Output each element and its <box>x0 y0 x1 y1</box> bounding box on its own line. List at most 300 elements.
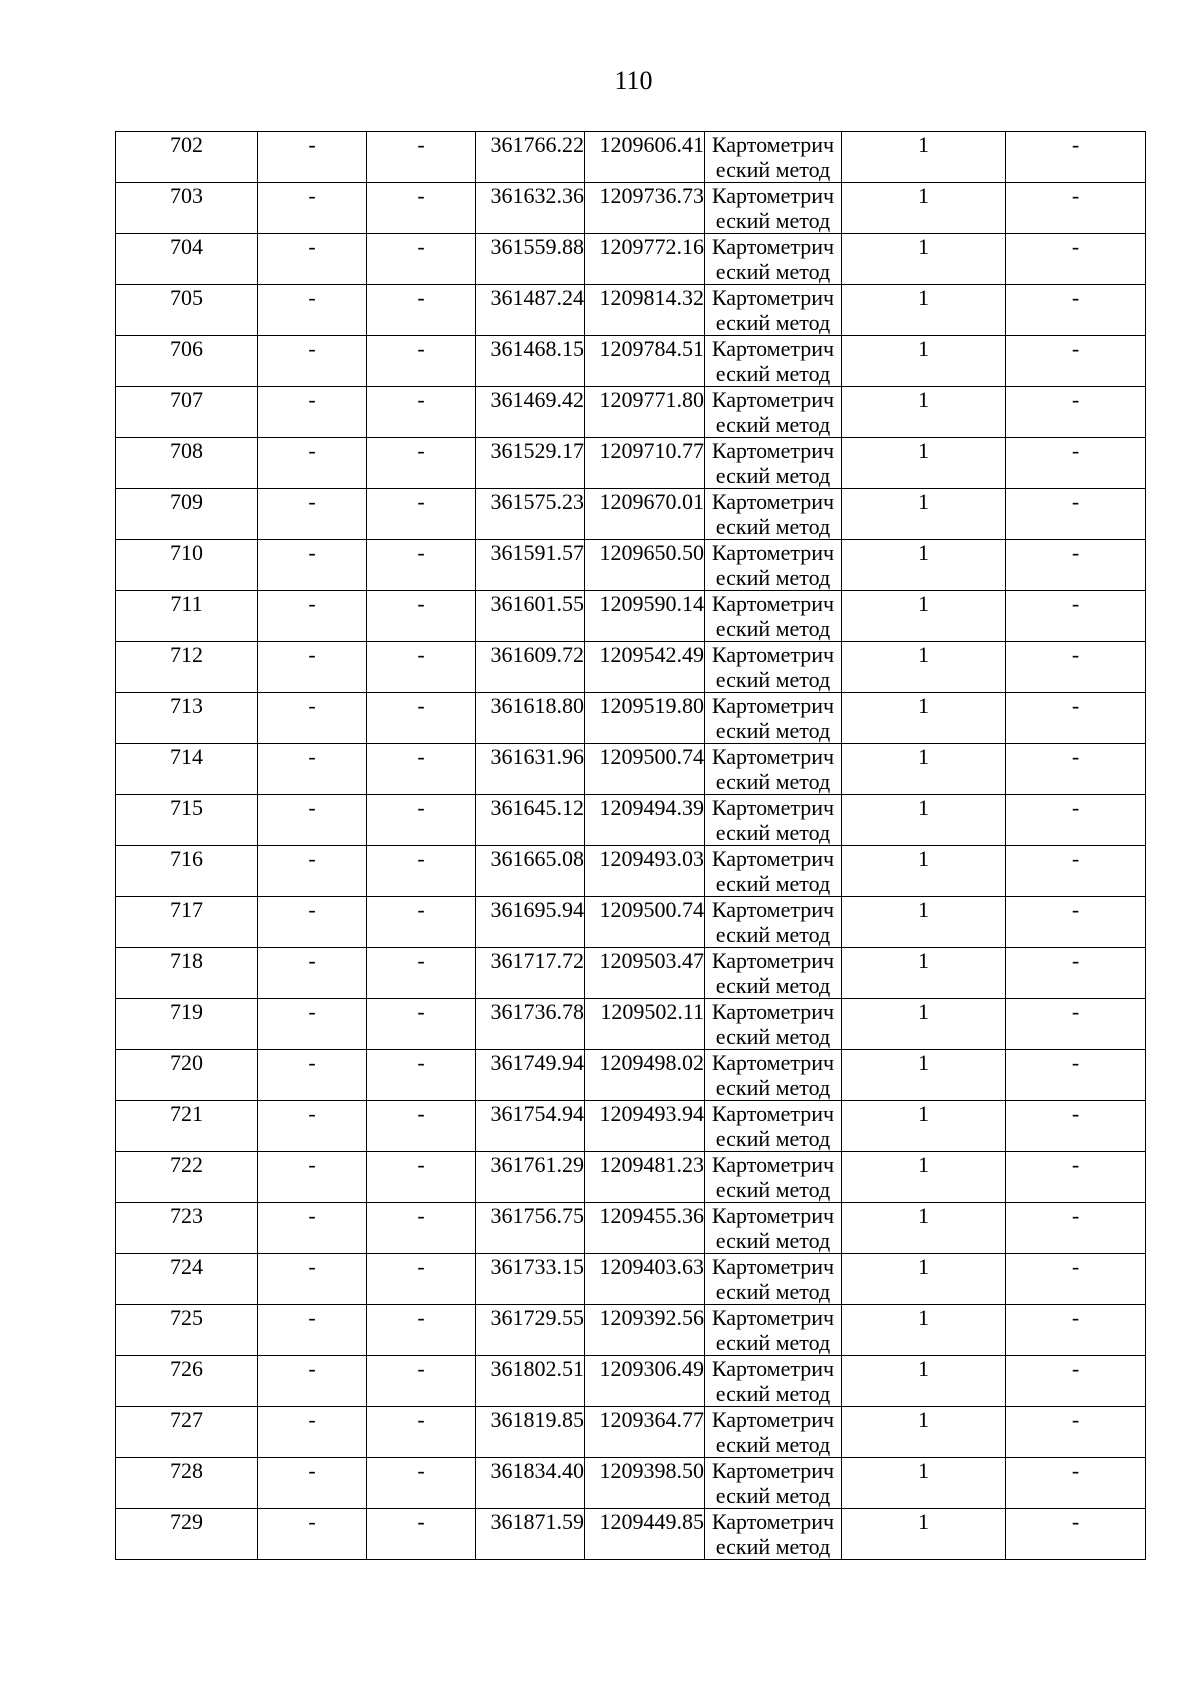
empty-value-cell: - <box>258 540 367 591</box>
method-text-line2: еский метод <box>715 820 831 845</box>
empty-value-cell: - <box>1006 897 1146 948</box>
empty-value-cell: - <box>258 1458 367 1509</box>
empty-value-cell: - <box>1006 489 1146 540</box>
table-row <box>116 1050 1146 1101</box>
method-cell <box>705 1101 842 1152</box>
table-body <box>116 132 1146 1560</box>
empty-value-cell: - <box>367 540 476 591</box>
empty-value-cell: - <box>258 234 367 285</box>
accuracy-cell: 1 <box>842 591 1006 642</box>
method-text-line2: еский метод <box>715 667 831 692</box>
empty-value-cell: - <box>1006 642 1146 693</box>
x-coordinate-cell: 361802.51 <box>476 1356 585 1407</box>
y-coordinate-cell: 1209814.32 <box>585 285 705 336</box>
accuracy-cell: 1 <box>842 744 1006 795</box>
table-row <box>116 1305 1146 1356</box>
empty-value-cell: - <box>367 1509 476 1560</box>
empty-value-cell: - <box>1006 285 1146 336</box>
y-coordinate-cell: 1209364.77 <box>585 1407 705 1458</box>
y-coordinate-cell: 1209590.14 <box>585 591 705 642</box>
empty-value-cell: - <box>258 132 367 183</box>
empty-value-cell: - <box>367 183 476 234</box>
empty-value-cell: - <box>258 642 367 693</box>
method-cell <box>705 1203 842 1254</box>
method-text-line1: Картометрич <box>711 1305 835 1330</box>
empty-value-cell: - <box>258 1509 367 1560</box>
method-text-line1: Картометрич <box>711 234 835 259</box>
method-text-line2: еский метод <box>715 1381 831 1406</box>
y-coordinate-cell: 1209784.51 <box>585 336 705 387</box>
method-cell <box>705 285 842 336</box>
table-row <box>116 693 1146 744</box>
method-text-line1: Картометрич <box>711 285 835 310</box>
method-text-line2: еский метод <box>715 769 831 794</box>
x-coordinate-cell: 361871.59 <box>476 1509 585 1560</box>
accuracy-cell: 1 <box>842 642 1006 693</box>
method-cell <box>705 897 842 948</box>
method-text-line1: Картометрич <box>711 642 835 667</box>
x-coordinate-cell: 361695.94 <box>476 897 585 948</box>
method-cell <box>705 387 842 438</box>
empty-value-cell: - <box>1006 183 1146 234</box>
accuracy-cell: 1 <box>842 948 1006 999</box>
x-coordinate-cell: 361487.24 <box>476 285 585 336</box>
method-text-line2: еский метод <box>715 871 831 896</box>
x-coordinate-cell: 361756.75 <box>476 1203 585 1254</box>
accuracy-cell: 1 <box>842 183 1006 234</box>
x-coordinate-cell: 361736.78 <box>476 999 585 1050</box>
y-coordinate-cell: 1209503.47 <box>585 948 705 999</box>
point-number-cell: 703 <box>116 183 258 234</box>
table-row <box>116 1152 1146 1203</box>
empty-value-cell: - <box>258 744 367 795</box>
empty-value-cell: - <box>367 693 476 744</box>
table-row <box>116 1203 1146 1254</box>
method-cell <box>705 999 842 1050</box>
point-number-cell: 715 <box>116 795 258 846</box>
method-text-line2: еский метод <box>715 514 831 539</box>
method-text-line1: Картометрич <box>711 1152 835 1177</box>
method-cell <box>705 591 842 642</box>
empty-value-cell: - <box>258 591 367 642</box>
method-cell <box>705 846 842 897</box>
table-row <box>116 489 1146 540</box>
point-number-cell: 713 <box>116 693 258 744</box>
empty-value-cell: - <box>1006 132 1146 183</box>
point-number-cell: 712 <box>116 642 258 693</box>
empty-value-cell: - <box>1006 693 1146 744</box>
empty-value-cell: - <box>367 897 476 948</box>
y-coordinate-cell: 1209542.49 <box>585 642 705 693</box>
method-text-line1: Картометрич <box>711 1356 835 1381</box>
empty-value-cell: - <box>258 285 367 336</box>
method-text-line2: еский метод <box>715 157 831 182</box>
accuracy-cell: 1 <box>842 234 1006 285</box>
empty-value-cell: - <box>1006 387 1146 438</box>
empty-value-cell: - <box>1006 1356 1146 1407</box>
x-coordinate-cell: 361819.85 <box>476 1407 585 1458</box>
empty-value-cell: - <box>258 846 367 897</box>
empty-value-cell: - <box>367 1254 476 1305</box>
point-number-cell: 709 <box>116 489 258 540</box>
method-text-line2: еский метод <box>715 1483 831 1508</box>
x-coordinate-cell: 361717.72 <box>476 948 585 999</box>
empty-value-cell: - <box>1006 234 1146 285</box>
point-number-cell: 726 <box>116 1356 258 1407</box>
empty-value-cell: - <box>258 693 367 744</box>
empty-value-cell: - <box>258 795 367 846</box>
table-row <box>116 540 1146 591</box>
method-text-line1: Картометрич <box>711 489 835 514</box>
method-cell <box>705 540 842 591</box>
x-coordinate-cell: 361618.80 <box>476 693 585 744</box>
empty-value-cell: - <box>367 591 476 642</box>
table-row <box>116 1458 1146 1509</box>
point-number-cell: 719 <box>116 999 258 1050</box>
empty-value-cell: - <box>258 1356 367 1407</box>
method-text-line2: еский метод <box>715 1024 831 1049</box>
y-coordinate-cell: 1209398.50 <box>585 1458 705 1509</box>
empty-value-cell: - <box>1006 336 1146 387</box>
accuracy-cell: 1 <box>842 1254 1006 1305</box>
method-cell <box>705 234 842 285</box>
empty-value-cell: - <box>367 1407 476 1458</box>
table-row <box>116 336 1146 387</box>
empty-value-cell: - <box>1006 744 1146 795</box>
method-text-line2: еский метод <box>715 1279 831 1304</box>
point-number-cell: 714 <box>116 744 258 795</box>
y-coordinate-cell: 1209500.74 <box>585 897 705 948</box>
x-coordinate-cell: 361601.55 <box>476 591 585 642</box>
point-number-cell: 710 <box>116 540 258 591</box>
point-number-cell: 708 <box>116 438 258 489</box>
y-coordinate-cell: 1209771.80 <box>585 387 705 438</box>
method-cell <box>705 693 842 744</box>
method-text-line1: Картометрич <box>711 1050 835 1075</box>
accuracy-cell: 1 <box>842 540 1006 591</box>
method-text-line1: Картометрич <box>711 795 835 820</box>
empty-value-cell: - <box>1006 1458 1146 1509</box>
empty-value-cell: - <box>1006 846 1146 897</box>
empty-value-cell: - <box>367 744 476 795</box>
table-row <box>116 591 1146 642</box>
empty-value-cell: - <box>367 948 476 999</box>
method-text-line1: Картометрич <box>711 387 835 412</box>
method-text-line1: Картометрич <box>711 846 835 871</box>
method-cell <box>705 744 842 795</box>
empty-value-cell: - <box>1006 1050 1146 1101</box>
table-row <box>116 438 1146 489</box>
empty-value-cell: - <box>258 489 367 540</box>
x-coordinate-cell: 361632.36 <box>476 183 585 234</box>
method-text-line1: Картометрич <box>711 1458 835 1483</box>
empty-value-cell: - <box>367 642 476 693</box>
method-text-line1: Картометрич <box>711 183 835 208</box>
method-text-line2: еский метод <box>715 1126 831 1151</box>
table-row <box>116 1407 1146 1458</box>
method-cell <box>705 948 842 999</box>
empty-value-cell: - <box>367 1305 476 1356</box>
x-coordinate-cell: 361468.15 <box>476 336 585 387</box>
empty-value-cell: - <box>367 1458 476 1509</box>
method-cell <box>705 1458 842 1509</box>
x-coordinate-cell: 361766.22 <box>476 132 585 183</box>
method-text-line1: Картометрич <box>711 1203 835 1228</box>
x-coordinate-cell: 361469.42 <box>476 387 585 438</box>
coordinates-table <box>115 131 1146 1560</box>
accuracy-cell: 1 <box>842 795 1006 846</box>
accuracy-cell: 1 <box>842 438 1006 489</box>
empty-value-cell: - <box>1006 999 1146 1050</box>
table-row <box>116 999 1146 1050</box>
method-text-line2: еский метод <box>715 208 831 233</box>
table-row <box>116 1509 1146 1560</box>
empty-value-cell: - <box>258 1254 367 1305</box>
y-coordinate-cell: 1209500.74 <box>585 744 705 795</box>
method-text-line2: еский метод <box>715 1177 831 1202</box>
method-text-line1: Картометрич <box>711 591 835 616</box>
empty-value-cell: - <box>367 489 476 540</box>
y-coordinate-cell: 1209494.39 <box>585 795 705 846</box>
point-number-cell: 722 <box>116 1152 258 1203</box>
point-number-cell: 711 <box>116 591 258 642</box>
method-text-line1: Картометрич <box>711 1509 835 1534</box>
table-row <box>116 795 1146 846</box>
empty-value-cell: - <box>258 387 367 438</box>
method-text-line1: Картометрич <box>711 948 835 973</box>
table-row <box>116 1101 1146 1152</box>
method-cell <box>705 795 842 846</box>
method-text-line1: Картометрич <box>711 693 835 718</box>
table-row <box>116 285 1146 336</box>
x-coordinate-cell: 361729.55 <box>476 1305 585 1356</box>
x-coordinate-cell: 361665.08 <box>476 846 585 897</box>
accuracy-cell: 1 <box>842 897 1006 948</box>
empty-value-cell: - <box>367 846 476 897</box>
accuracy-cell: 1 <box>842 999 1006 1050</box>
x-coordinate-cell: 361754.94 <box>476 1101 585 1152</box>
accuracy-cell: 1 <box>842 1050 1006 1101</box>
accuracy-cell: 1 <box>842 336 1006 387</box>
accuracy-cell: 1 <box>842 1152 1006 1203</box>
accuracy-cell: 1 <box>842 1203 1006 1254</box>
y-coordinate-cell: 1209650.50 <box>585 540 705 591</box>
y-coordinate-cell: 1209493.03 <box>585 846 705 897</box>
y-coordinate-cell: 1209449.85 <box>585 1509 705 1560</box>
table-row <box>116 846 1146 897</box>
y-coordinate-cell: 1209519.80 <box>585 693 705 744</box>
point-number-cell: 705 <box>116 285 258 336</box>
empty-value-cell: - <box>1006 948 1146 999</box>
point-number-cell: 724 <box>116 1254 258 1305</box>
y-coordinate-cell: 1209392.56 <box>585 1305 705 1356</box>
empty-value-cell: - <box>367 387 476 438</box>
empty-value-cell: - <box>258 1305 367 1356</box>
empty-value-cell: - <box>258 948 367 999</box>
point-number-cell: 707 <box>116 387 258 438</box>
y-coordinate-cell: 1209502.11 <box>585 999 705 1050</box>
empty-value-cell: - <box>258 897 367 948</box>
method-text-line1: Картометрич <box>711 1254 835 1279</box>
method-text-line2: еский метод <box>715 1534 831 1559</box>
y-coordinate-cell: 1209498.02 <box>585 1050 705 1101</box>
method-cell <box>705 336 842 387</box>
method-text-line1: Картометрич <box>711 1407 835 1432</box>
y-coordinate-cell: 1209493.94 <box>585 1101 705 1152</box>
table-row <box>116 234 1146 285</box>
point-number-cell: 721 <box>116 1101 258 1152</box>
x-coordinate-cell: 361559.88 <box>476 234 585 285</box>
point-number-cell: 716 <box>116 846 258 897</box>
method-cell <box>705 1305 842 1356</box>
empty-value-cell: - <box>1006 540 1146 591</box>
method-text-line2: еский метод <box>715 973 831 998</box>
empty-value-cell: - <box>367 1152 476 1203</box>
empty-value-cell: - <box>1006 1305 1146 1356</box>
point-number-cell: 720 <box>116 1050 258 1101</box>
point-number-cell: 718 <box>116 948 258 999</box>
point-number-cell: 704 <box>116 234 258 285</box>
accuracy-cell: 1 <box>842 285 1006 336</box>
method-cell <box>705 1356 842 1407</box>
method-text-line2: еский метод <box>715 718 831 743</box>
accuracy-cell: 1 <box>842 1458 1006 1509</box>
method-text-line2: еский метод <box>715 1075 831 1100</box>
accuracy-cell: 1 <box>842 693 1006 744</box>
empty-value-cell: - <box>1006 1152 1146 1203</box>
method-cell <box>705 1407 842 1458</box>
empty-value-cell: - <box>258 1407 367 1458</box>
x-coordinate-cell: 361645.12 <box>476 795 585 846</box>
x-coordinate-cell: 361575.23 <box>476 489 585 540</box>
y-coordinate-cell: 1209403.63 <box>585 1254 705 1305</box>
y-coordinate-cell: 1209736.73 <box>585 183 705 234</box>
point-number-cell: 723 <box>116 1203 258 1254</box>
empty-value-cell: - <box>258 1101 367 1152</box>
method-cell <box>705 1152 842 1203</box>
empty-value-cell: - <box>367 1203 476 1254</box>
x-coordinate-cell: 361591.57 <box>476 540 585 591</box>
empty-value-cell: - <box>1006 795 1146 846</box>
method-cell <box>705 183 842 234</box>
empty-value-cell: - <box>367 795 476 846</box>
point-number-cell: 729 <box>116 1509 258 1560</box>
point-number-cell: 728 <box>116 1458 258 1509</box>
method-text-line2: еский метод <box>715 565 831 590</box>
method-cell <box>705 1254 842 1305</box>
table-row <box>116 132 1146 183</box>
empty-value-cell: - <box>1006 1101 1146 1152</box>
method-text-line1: Картометрич <box>711 132 835 157</box>
method-text-line2: еский метод <box>715 1228 831 1253</box>
empty-value-cell: - <box>367 999 476 1050</box>
empty-value-cell: - <box>367 132 476 183</box>
method-text-line2: еский метод <box>715 310 831 335</box>
x-coordinate-cell: 361529.17 <box>476 438 585 489</box>
method-cell <box>705 1050 842 1101</box>
method-text-line1: Картометрич <box>711 540 835 565</box>
point-number-cell: 725 <box>116 1305 258 1356</box>
empty-value-cell: - <box>367 1050 476 1101</box>
table-row <box>116 183 1146 234</box>
empty-value-cell: - <box>258 1152 367 1203</box>
table-row <box>116 897 1146 948</box>
empty-value-cell: - <box>367 285 476 336</box>
method-text-line2: еский метод <box>715 412 831 437</box>
accuracy-cell: 1 <box>842 132 1006 183</box>
table-row <box>116 744 1146 795</box>
table-row <box>116 1356 1146 1407</box>
method-text-line2: еский метод <box>715 1432 831 1457</box>
accuracy-cell: 1 <box>842 1356 1006 1407</box>
method-text-line1: Картометрич <box>711 336 835 361</box>
empty-value-cell: - <box>367 438 476 489</box>
table-row <box>116 948 1146 999</box>
method-text-line2: еский метод <box>715 616 831 641</box>
point-number-cell: 706 <box>116 336 258 387</box>
accuracy-cell: 1 <box>842 489 1006 540</box>
method-text-line2: еский метод <box>715 361 831 386</box>
method-text-line2: еский метод <box>715 1330 831 1355</box>
empty-value-cell: - <box>258 1203 367 1254</box>
x-coordinate-cell: 361749.94 <box>476 1050 585 1101</box>
method-cell <box>705 1509 842 1560</box>
method-text-line1: Картометрич <box>711 1101 835 1126</box>
method-text-line1: Картометрич <box>711 438 835 463</box>
point-number-cell: 702 <box>116 132 258 183</box>
method-text-line2: еский метод <box>715 259 831 284</box>
accuracy-cell: 1 <box>842 1305 1006 1356</box>
method-cell <box>705 489 842 540</box>
point-number-cell: 727 <box>116 1407 258 1458</box>
method-cell <box>705 642 842 693</box>
empty-value-cell: - <box>367 234 476 285</box>
x-coordinate-cell: 361834.40 <box>476 1458 585 1509</box>
y-coordinate-cell: 1209606.41 <box>585 132 705 183</box>
point-number-cell: 717 <box>116 897 258 948</box>
accuracy-cell: 1 <box>842 1407 1006 1458</box>
method-text-line2: еский метод <box>715 922 831 947</box>
method-text-line1: Картометрич <box>711 897 835 922</box>
empty-value-cell: - <box>1006 438 1146 489</box>
accuracy-cell: 1 <box>842 387 1006 438</box>
x-coordinate-cell: 361761.29 <box>476 1152 585 1203</box>
empty-value-cell: - <box>258 1050 367 1101</box>
empty-value-cell: - <box>258 438 367 489</box>
y-coordinate-cell: 1209670.01 <box>585 489 705 540</box>
y-coordinate-cell: 1209455.36 <box>585 1203 705 1254</box>
y-coordinate-cell: 1209481.23 <box>585 1152 705 1203</box>
table-row <box>116 1254 1146 1305</box>
accuracy-cell: 1 <box>842 1101 1006 1152</box>
page-number: 110 <box>614 66 653 95</box>
empty-value-cell: - <box>1006 1254 1146 1305</box>
y-coordinate-cell: 1209306.49 <box>585 1356 705 1407</box>
empty-value-cell: - <box>258 336 367 387</box>
x-coordinate-cell: 361733.15 <box>476 1254 585 1305</box>
method-text-line2: еский метод <box>715 463 831 488</box>
accuracy-cell: 1 <box>842 846 1006 897</box>
table-row <box>116 387 1146 438</box>
method-cell <box>705 132 842 183</box>
empty-value-cell: - <box>1006 1203 1146 1254</box>
empty-value-cell: - <box>258 183 367 234</box>
empty-value-cell: - <box>1006 1509 1146 1560</box>
y-coordinate-cell: 1209772.16 <box>585 234 705 285</box>
x-coordinate-cell: 361631.96 <box>476 744 585 795</box>
method-cell <box>705 438 842 489</box>
empty-value-cell: - <box>1006 591 1146 642</box>
